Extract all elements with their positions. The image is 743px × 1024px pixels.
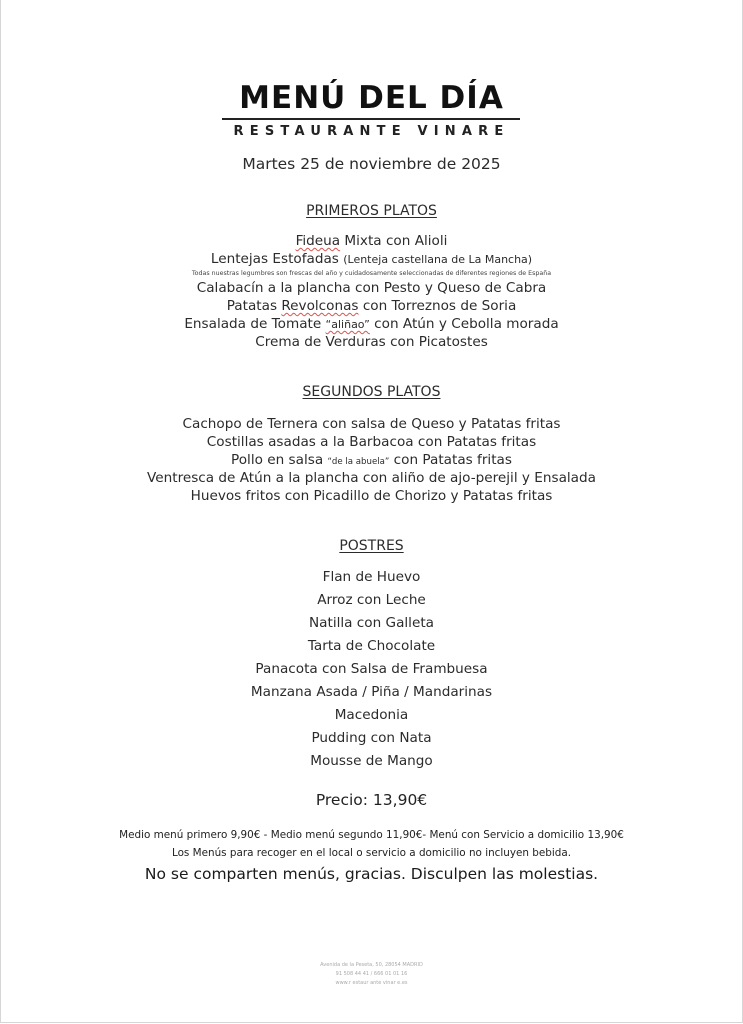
primeros-item-1-text: Mixta con Alioli	[340, 233, 448, 249]
half-menu-prices: Medio menú primero 9,90€ - Medio menú segundo 11,90€- Menú con Servicio a domicilio 13,90€	[119, 829, 624, 841]
primeros-item-4-word: Revolconas	[281, 298, 359, 314]
segundos-item-3-a: Pollo en salsa	[231, 452, 328, 468]
primeros-item-4-b: con Torreznos de Soria	[358, 298, 517, 314]
closing-note: No se comparten menús, gracias. Disculpen las molestias.	[144, 865, 599, 883]
postre-item: Tarta de Chocolate	[307, 638, 436, 654]
title-divider	[222, 118, 520, 120]
menu-title: MENÚ DEL DÍA	[239, 80, 504, 116]
primeros-item-5-b: con Atún y Cebolla morada	[369, 316, 559, 332]
postre-item: Natilla con Galleta	[309, 615, 434, 631]
segundos-item-4: Ventresca de Atún a la plancha con aliño de ajo-perejil y Ensalada	[147, 470, 596, 486]
restaurant-name: RESTAURANTE VINARE	[233, 124, 510, 139]
primeros-item-2-detail: (Lenteja castellana de La Mancha)	[343, 253, 533, 266]
primeros-item-1	[0, 232, 743, 250]
segundos-item-1: Cachopo de Ternera con salsa de Queso y Patatas fritas	[182, 416, 561, 432]
postres-heading: POSTRES	[339, 538, 404, 554]
footer-phone: 91 508 44 41 / 666 01 01 16	[335, 971, 408, 977]
primeros-item-4	[0, 297, 743, 315]
menu-price: Precio: 13,90€	[315, 791, 428, 809]
segundos-item-3	[0, 451, 743, 471]
primeros-item-4-a: Patatas	[226, 298, 282, 314]
primeros-item-6: Crema de Verduras con Picatostes	[255, 334, 488, 350]
segundos-heading: SEGUNDOS PLATOS	[302, 384, 441, 400]
footer-web: www.r estaur ante vinar e.es	[335, 980, 408, 986]
postre-item: Pudding con Nata	[311, 730, 432, 746]
postre-item: Macedonia	[334, 707, 409, 723]
segundos-item-3-b: con Patatas fritas	[389, 452, 512, 468]
primeros-item-3: Calabacín a la plancha con Pesto y Queso de Cabra	[196, 280, 547, 296]
postre-item: Mousse de Mango	[310, 753, 433, 769]
postre-item: Arroz con Leche	[317, 592, 426, 608]
primeros-item-5-word: “aliñao”	[325, 318, 370, 331]
primeros-item-5	[0, 315, 743, 334]
postre-item: Panacota con Salsa de Frambuesa	[255, 661, 488, 677]
primeros-heading: PRIMEROS PLATOS	[306, 203, 437, 219]
footer-address: Avenida de la Peseta, 50, 28054 MADRID	[320, 962, 423, 968]
drinks-note: Los Menús para recoger en el local o servicio a domicilio no incluyen bebida.	[171, 847, 572, 859]
postre-item: Manzana Asada / Piña / Mandarinas	[250, 684, 493, 700]
segundos-item-5: Huevos fritos con Picadillo de Chorizo y Patatas fritas	[190, 488, 553, 504]
postre-item: Flan de Huevo	[322, 569, 421, 585]
segundos-item-3-small: “de la abuela”	[327, 457, 390, 467]
primeros-item-5-a: Ensalada de Tomate	[184, 316, 326, 332]
primeros-item-1-word: Fideua	[295, 233, 341, 249]
legumbres-note: Todas nuestras legumbres son frescas del año y cuidadosamente seleccionadas de diferentes regiones de España	[191, 270, 552, 277]
segundos-item-2: Costillas asadas a la Barbacoa con Patatas fritas	[206, 434, 537, 450]
menu-date: Martes 25 de noviembre de 2025	[242, 155, 501, 173]
primeros-item-2-main: Lentejas Estofadas	[210, 251, 344, 267]
primeros-item-2	[0, 250, 743, 269]
